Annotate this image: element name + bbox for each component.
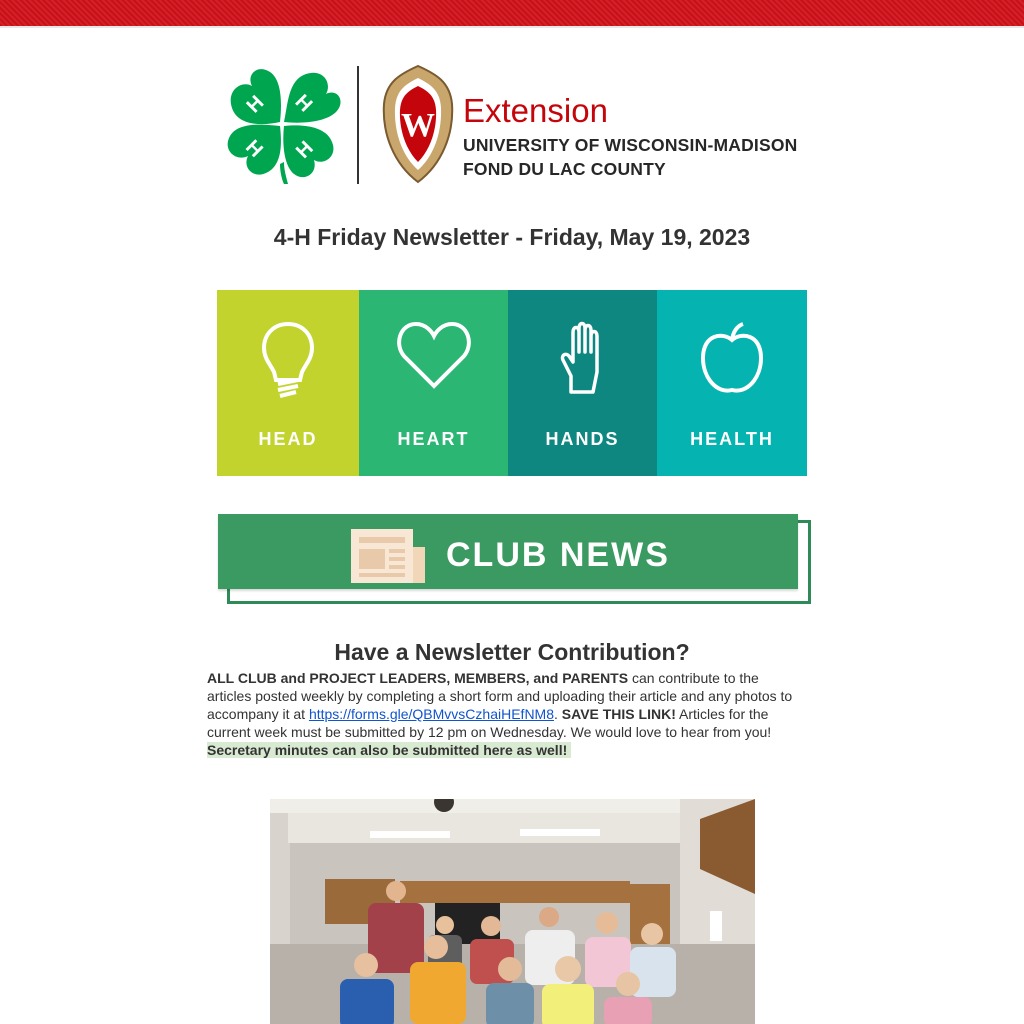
heart-panel (359, 290, 508, 476)
contribution-lead: ALL CLUB and PROJECT LEADERS, MEMBERS, and PARENTS (207, 670, 629, 686)
uw-crest-logo (380, 64, 456, 184)
hands-label: HANDS (545, 429, 620, 449)
contribution-text-1: can contribute to the articles posted weekly by completing a short form and uploading their article and any photos to accompany it at (207, 670, 793, 722)
svg-text:H: H (291, 137, 318, 163)
health-label: HEALTH (690, 429, 774, 449)
svg-text:H: H (242, 91, 269, 118)
contribution-paragraph (207, 669, 807, 759)
newsletter-title: 4-H Friday Newsletter - Friday, May 19, 2023 (273, 224, 751, 250)
club-news-banner (218, 514, 810, 604)
photo-illustration (270, 799, 755, 1024)
four-h-banner (217, 290, 807, 476)
county-name: FOND DU LAC COUNTY (463, 159, 666, 179)
head-panel (217, 290, 359, 476)
header-logo-group (222, 62, 802, 187)
heart-icon (396, 320, 472, 390)
save-link-callout: SAVE THIS LINK! (561, 706, 676, 722)
svg-text:H: H (290, 90, 317, 117)
hand-icon (557, 320, 609, 396)
club-news-title: CLUB NEWS (446, 536, 670, 574)
svg-text:W: W (401, 107, 435, 144)
apple-icon (699, 320, 765, 396)
svg-text:H: H (241, 135, 267, 162)
lightbulb-icon (258, 320, 318, 400)
heart-label: HEART (397, 429, 470, 449)
extension-wordmark: Extension (463, 92, 608, 129)
four-h-clover-logo (222, 64, 342, 184)
contribution-heading: Have a Newsletter Contribution? (334, 639, 690, 665)
university-name: UNIVERSITY OF WISCONSIN-MADISON (463, 135, 798, 155)
club-group-photo (270, 799, 755, 1024)
newspaper-icon (351, 529, 425, 583)
contribution-text-2: . (554, 706, 562, 722)
secretary-minutes-highlight: Secretary minutes can also be submitted here as well! (207, 742, 571, 758)
top-red-banner (0, 0, 1024, 28)
club-news-panel (218, 514, 798, 589)
head-label: HEAD (258, 429, 318, 449)
contribution-text-3: Articles for the current week must be submitted by 12 pm on Wednesday. We would love to hear from you! (207, 706, 772, 740)
hands-panel (508, 290, 657, 476)
contribution-form-link[interactable]: https://forms.gle/QBMvvsCzhaiHEfNM8 (308, 706, 554, 722)
health-panel (657, 290, 807, 476)
logo-divider (357, 66, 359, 184)
